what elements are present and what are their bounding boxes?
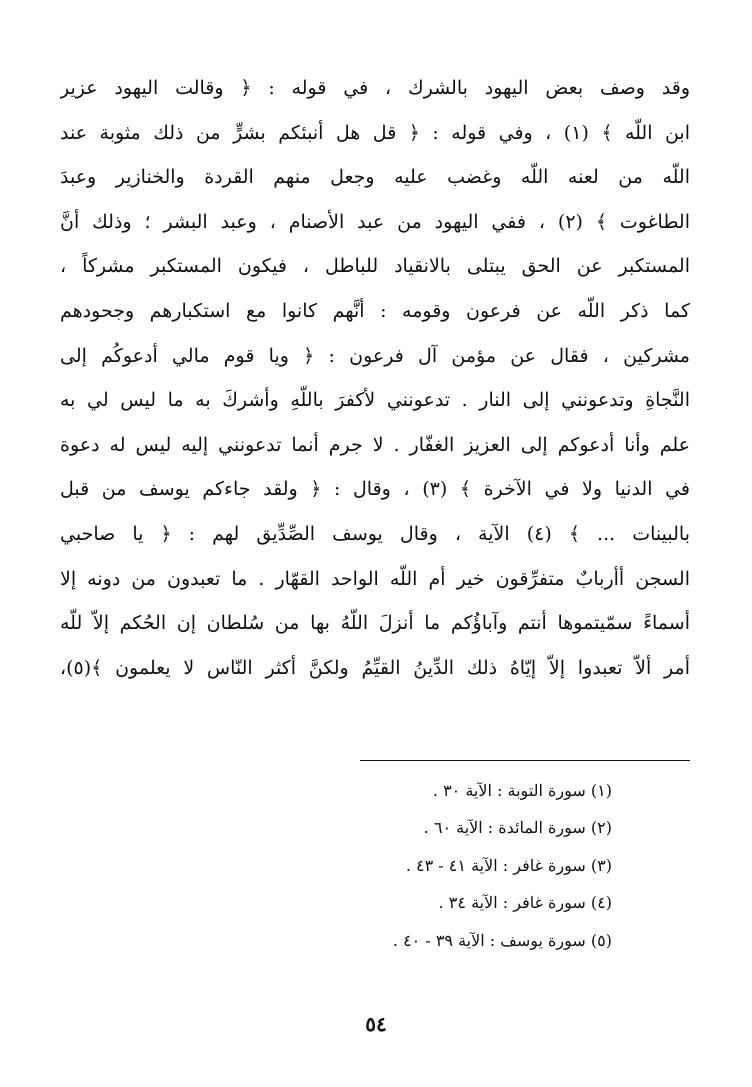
body-line: المستكبر عن الحق يبتلى بالانقياد للباطل ، فيكون المستكبر مشركاً ، xyxy=(60,255,690,278)
body-line: السجن أأربابٌ متفرِّقون خير أم اللّه الواحد القهّار . ما تعبدون من دونه إلا xyxy=(60,567,690,590)
footnote-item: (٥) سورة يوسف : الآية ٣٩ - ٤٠ . xyxy=(392,930,612,950)
body-line: أمر ألاّ تعبدوا إلاّ إيّاهُ ذلك الدِّينُ القيِّمُ ولكنَّ أكثر النّاس لا يعلمون ﴾(٥)، xyxy=(60,656,690,679)
footnotes xyxy=(192,772,612,959)
body-line: الطاغوت ﴾ (٢) ، ففي اليهود من عبد الأصنام ، وعبد البشر ؛ وذلك أنَّ xyxy=(60,210,690,233)
footnote-item: (٢) سورة المائدة : الآية ٦٠ . xyxy=(423,818,612,838)
page-number: ٥٤ xyxy=(365,1012,387,1036)
body-line: ابن اللّه ﴾ (١) ، وفي قوله : ﴿ قل هل أنبئكم بشرٍّ من ذلك مثوبة عند xyxy=(60,121,690,144)
body-line: وقد وصف بعض اليهود بالشرك ، في قوله : ﴿ وقالت اليهود عزير xyxy=(60,77,690,99)
body-line: علم وأنا أدعوكم إلى العزيز الغفّار . لا جرم أنما تدعونني إليه ليس له دعوة xyxy=(60,433,690,456)
body-line: بالبينات ... ﴾ (٤) الآية ، وقال يوسف الصِّدِّيق لهم : ﴿ يا صاحبي xyxy=(60,522,690,545)
body-line: مشركين ، فقال عن مؤمن آل فرعون : ﴿ ويا قوم مالي أدعوكُم إلى xyxy=(60,344,690,367)
body-line: في الدنيا ولا في الآخرة ﴾ (٣) ، وقال : ﴿ ولقد جاءكم يوسف من قبل xyxy=(60,478,690,501)
footnote-item: (٤) سورة غافر : الآية ٣٤ . xyxy=(438,893,612,913)
body-line: النَّجاةِ وتدعونني إلى النار . تدعونني لأكفرَ باللّهِ وأشركَ به ما ليس لي به xyxy=(60,389,690,412)
body-line: أسماءً سمّيتموها أنتم وآباؤُكم ما أنزلَ اللّهُ بها من سُلطان إن الحُكم إلاّ للّه xyxy=(60,612,690,635)
footnote-item: (٣) سورة غافر : الآية ٤١ - ٤٣ . xyxy=(405,855,612,875)
footnote-divider xyxy=(360,760,690,761)
body-text xyxy=(60,66,690,690)
footnote-item: (١) سورة التوبة : الآية ٣٠ . xyxy=(432,781,612,800)
body-line: كما ذكر اللّه عن فرعون وقومه : أنَّهم كانوا مع استكبارهم وجحودهم xyxy=(60,299,690,322)
body-line: اللّه من لعنه اللّه وغضب عليه وجعل منهم القردة والخنازير وعبدَ xyxy=(60,166,690,189)
